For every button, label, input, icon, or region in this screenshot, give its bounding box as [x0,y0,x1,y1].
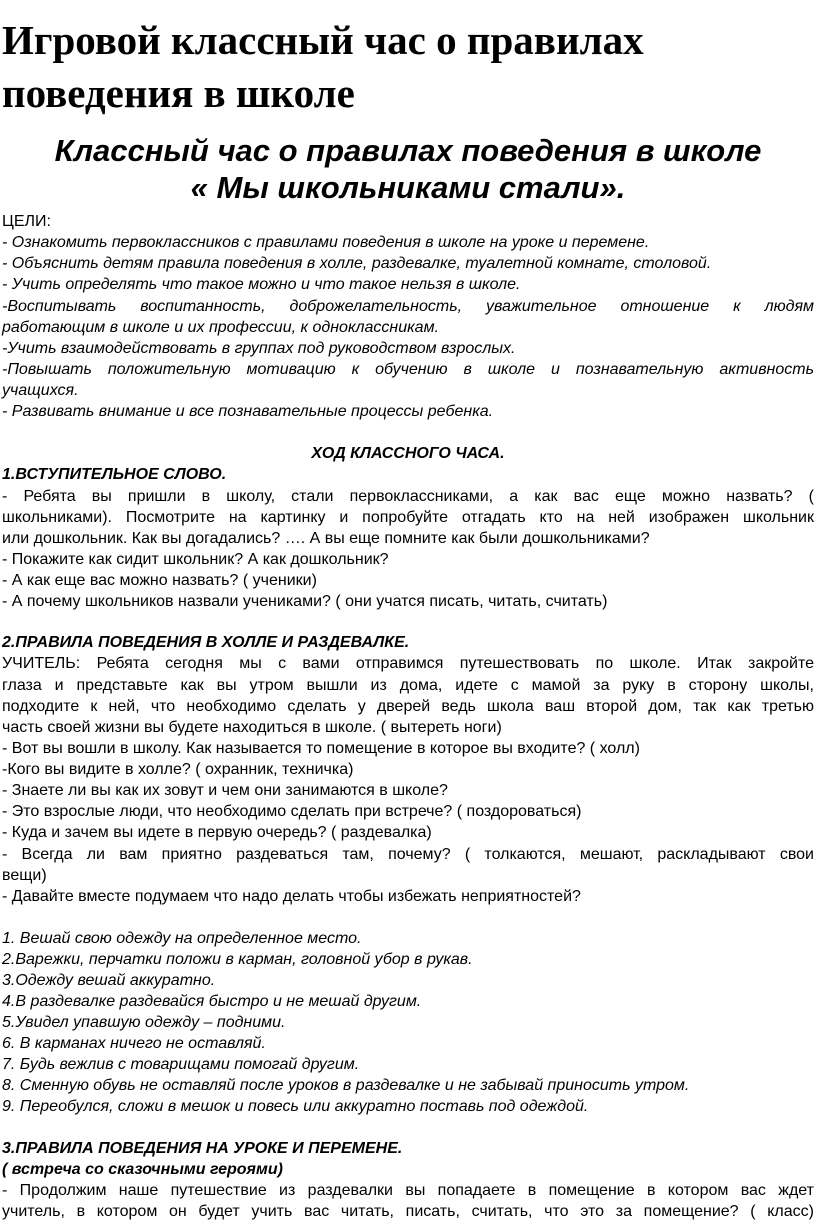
section3-heading: 3.ПРАВИЛА ПОВЕДЕНИЯ НА УРОКЕ И ПЕРЕМЕНЕ. [2,1140,403,1157]
goal-line: - Ознакомить первоклассников с правилами поведения в школе на уроке и перемене. [2,234,650,251]
rule-item: 7. Будь вежлив с товарищами помогай другим. [2,1056,360,1073]
course-heading: ХОД КЛАССНОГО ЧАСА. [311,445,505,462]
section3-subheading: ( встреча со сказочными героями) [2,1161,283,1178]
section3-line: - Продолжим наше путешествие из раздевалки вы попадаете в помещение в котором вас ждет [2,1182,814,1199]
goal-line: -Учить взаимодействовать в группах под руководством взрослых. [2,340,516,357]
section3-line: учитель, в котором он будет учить вас читать, писать, считать, что это за помещение? ( класс) [2,1203,814,1220]
rule-item: 8. Сменную обувь не оставляй после уроков в раздевалке и не забывай приносить утром. [2,1077,690,1094]
goals-label: ЦЕЛИ: [2,213,51,230]
section1-line: или дошкольник. Как вы догадались? …. А вы еще помните как были дошкольниками? [2,530,650,547]
goal-line: -Повышать положительную мотивацию к обучению в школе и познавательную активность [2,361,814,378]
goal-line: работающим в школе и их профессии, к одноклассникам. [2,319,439,336]
section2-line: часть своей жизни вы будете находиться в школе. ( вытереть ноги) [2,719,502,736]
rule-item: 5.Увидел упавшую одежду – подними. [2,1014,286,1031]
section2-line: - Знаете ли вы как их зовут и чем они занимаются в школе? [2,782,448,799]
section2-line: вещи) [2,867,47,884]
section2-line: - Это взрослые люди, что необходимо сделать при встрече? ( поздороваться) [2,803,582,820]
section2-line: - Всегда ли вам приятно раздеваться там, почему? ( толкаются, мешают, раскладывают свои [2,846,814,863]
section2-line: УЧИТЕЛЬ: Ребята сегодня мы с вами отправимся путешествовать по школе. Итак закройте [2,655,814,672]
section2-heading: 2.ПРАВИЛА ПОВЕДЕНИЯ В ХОЛЛЕ И РАЗДЕВАЛКЕ. [2,634,410,651]
section1-line: - А почему школьников назвали учениками? ( они учатся писать, читать, считать) [2,593,608,610]
rule-item: 1. Вешай свою одежду на определенное место. [2,930,362,947]
section1-line: - Ребята вы пришли в школу, стали первоклассниками, а как вас еще можно назвать? ( [2,488,814,505]
section1-line: - Покажите как сидит школьник? А как дошкольник? [2,551,389,568]
rule-item: 3.Одежду вешай аккуратно. [2,972,216,989]
section2-line: глаза и представьте как вы утром вышли из дома, идете с мамой за руку в сторону школы, [2,677,814,694]
goal-line: -Воспитывать воспитанность, доброжелательность, уважительное отношение к людям [2,298,814,315]
document-title: Игровой классный час о правилах поведения в школе [2,17,644,116]
goal-line: учащихся. [2,382,79,399]
goal-line: - Развивать внимание и все познавательные процессы ребенка. [2,403,494,420]
section1-line: школьниками). Посмотрите на картинку и попробуйте отгадать кто на ней изображен школьник [2,509,814,526]
section2-line: -Кого вы видите в холле? ( охранник, техничка) [2,761,354,778]
rule-item: 6. В карманах ничего не оставляй. [2,1035,266,1052]
rule-item: 9. Переобулся, сложи в мешок и повесь или аккуратно поставь под одеждой. [2,1098,589,1115]
section2-line: - Давайте вместе подумаем что надо делать чтобы избежать неприятностей? [2,888,581,905]
section2-line: подходите к ней, что необходимо сделать у дверей ведь школа ваш второй дом, так как третью [2,698,814,715]
lesson-subtitle: Классный час о правилах поведения в школе « Мы школьниками стали». [54,133,762,205]
section2-line: - Куда и зачем вы идете в первую очередь? ( раздевалка) [2,824,432,841]
rule-item: 2.Варежки, перчатки положи в карман, головной убор в рукав. [2,951,473,968]
goal-line: - Объяснить детям правила поведения в холле, раздевалке, туалетной комнате, столовой. [2,255,712,272]
goal-line: - Учить определять что такое можно и что такое нельзя в школе. [2,276,521,293]
section1-line: - А как еще вас можно назвать? ( ученики) [2,572,317,589]
rule-item: 4.В раздевалке раздевайся быстро и не мешай другим. [2,993,422,1010]
section2-line: - Вот вы вошли в школу. Как называется то помещение в которое вы входите? ( холл) [2,740,640,757]
section1-heading: 1.ВСТУПИТЕЛЬНОЕ СЛОВО. [2,466,227,483]
